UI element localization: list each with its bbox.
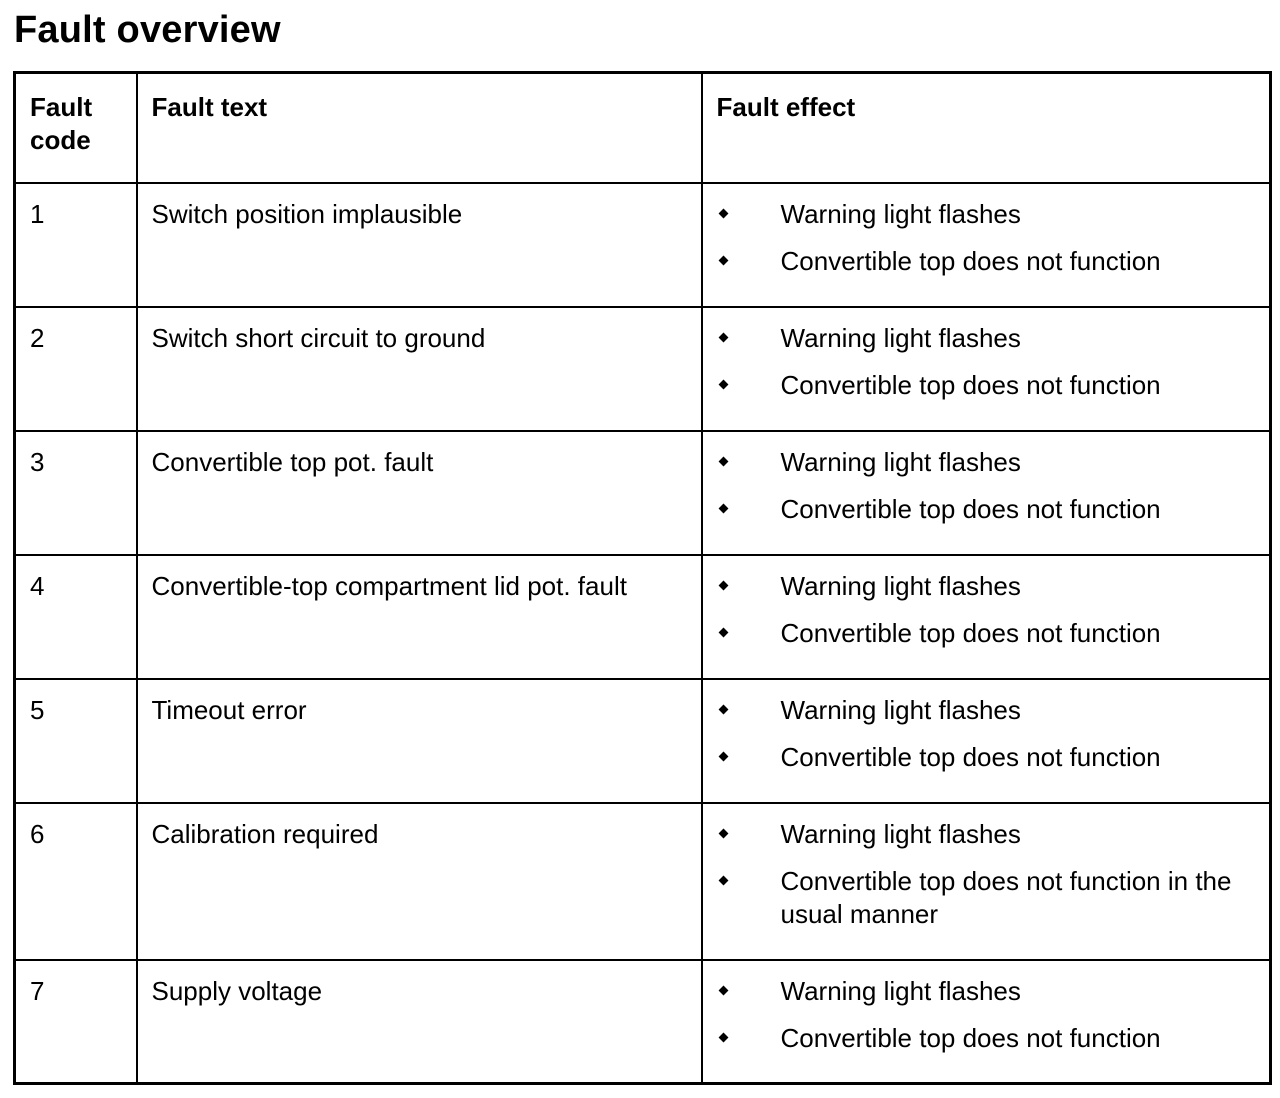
effect-item — [717, 617, 1262, 650]
diamond-bullet-icon — [718, 503, 728, 513]
fault-effect-cell — [702, 307, 1271, 431]
header-fault-code-line-2: code — [30, 125, 91, 155]
effect-item — [717, 741, 1262, 774]
effect-text: Warning light flashes — [780, 322, 1021, 353]
page-title: Fault overview — [14, 9, 281, 51]
fault-code-cell: 7 — [15, 960, 137, 1084]
effect-text: Convertible top does not function — [780, 741, 1161, 772]
effect-list — [717, 975, 1262, 1055]
fault-code-cell: 1 — [15, 183, 137, 307]
table-row — [15, 555, 1271, 679]
effect-text: Warning light flashes — [780, 446, 1021, 477]
effect-text: Convertible top does not function — [780, 617, 1161, 648]
effect-list — [717, 446, 1262, 526]
diamond-bullet-icon — [718, 255, 728, 265]
effect-text: Warning light flashes — [780, 694, 1021, 725]
fault-text-cell: Supply voltage — [137, 960, 702, 1084]
table-row — [15, 803, 1271, 960]
effect-item — [717, 570, 1262, 603]
fault-text-cell: Timeout error — [137, 679, 702, 803]
effect-item — [717, 818, 1262, 851]
diamond-bullet-icon — [718, 751, 728, 761]
effect-list — [717, 694, 1262, 774]
effect-list — [717, 570, 1262, 650]
fault-code-cell: 3 — [15, 431, 137, 555]
effect-text: Convertible top does not function — [780, 493, 1161, 524]
table-row — [15, 679, 1271, 803]
fault-effect-cell — [702, 960, 1271, 1084]
fault-effect-cell — [702, 679, 1271, 803]
table-header-row — [15, 73, 1271, 183]
fault-table — [13, 71, 1272, 1085]
header-fault-text: Fault text — [137, 73, 702, 183]
fault-text-cell: Switch position implausible — [137, 183, 702, 307]
effect-item — [717, 975, 1262, 1008]
effect-text: Convertible top does not function in the usual manner — [780, 865, 1232, 929]
diamond-bullet-icon — [718, 379, 728, 389]
effect-item — [717, 1022, 1262, 1055]
diamond-bullet-icon — [718, 875, 728, 885]
diamond-bullet-icon — [718, 332, 728, 342]
header-fault-effect: Fault effect — [702, 73, 1271, 183]
fault-text-cell: Calibration required — [137, 803, 702, 960]
fault-code-cell: 6 — [15, 803, 137, 960]
effect-text: Warning light flashes — [780, 818, 1021, 849]
fault-text-cell: Switch short circuit to ground — [137, 307, 702, 431]
diamond-bullet-icon — [718, 456, 728, 466]
diamond-bullet-icon — [718, 208, 728, 218]
effect-text: Warning light flashes — [780, 198, 1021, 229]
effect-list — [717, 322, 1262, 402]
effect-text: Convertible top does not function — [780, 245, 1161, 276]
header-fault-code-line-1: Fault — [30, 92, 93, 122]
table-row — [15, 307, 1271, 431]
diamond-bullet-icon — [718, 580, 728, 590]
diamond-bullet-icon — [718, 627, 728, 637]
effect-item — [717, 369, 1262, 402]
effect-item — [717, 694, 1262, 727]
fault-code-cell: 4 — [15, 555, 137, 679]
effect-text: Convertible top does not function — [780, 369, 1161, 400]
header-fault-code — [15, 73, 137, 183]
effect-item — [717, 446, 1262, 479]
fault-effect-cell — [702, 183, 1271, 307]
fault-text-cell: Convertible top pot. fault — [137, 431, 702, 555]
diamond-bullet-icon — [718, 828, 728, 838]
diamond-bullet-icon — [718, 1032, 728, 1042]
effect-item — [717, 245, 1262, 278]
diamond-bullet-icon — [718, 985, 728, 995]
effect-list — [717, 198, 1262, 278]
effect-item — [717, 322, 1262, 355]
fault-code-cell: 2 — [15, 307, 137, 431]
fault-code-cell: 5 — [15, 679, 137, 803]
table-row — [15, 431, 1271, 555]
table-row — [15, 960, 1271, 1084]
fault-effect-cell — [702, 431, 1271, 555]
diamond-bullet-icon — [718, 704, 728, 714]
fault-effect-cell — [702, 555, 1271, 679]
fault-text-cell: Convertible-top compartment lid pot. fault — [137, 555, 702, 679]
effect-item — [717, 198, 1262, 231]
fault-effect-cell — [702, 803, 1271, 960]
effect-text: Warning light flashes — [780, 975, 1021, 1006]
effect-item — [717, 865, 1262, 931]
effect-text: Warning light flashes — [780, 570, 1021, 601]
table-row — [15, 183, 1271, 307]
effect-text: Convertible top does not function — [780, 1022, 1161, 1053]
effect-item — [717, 493, 1262, 526]
effect-list — [717, 818, 1262, 931]
